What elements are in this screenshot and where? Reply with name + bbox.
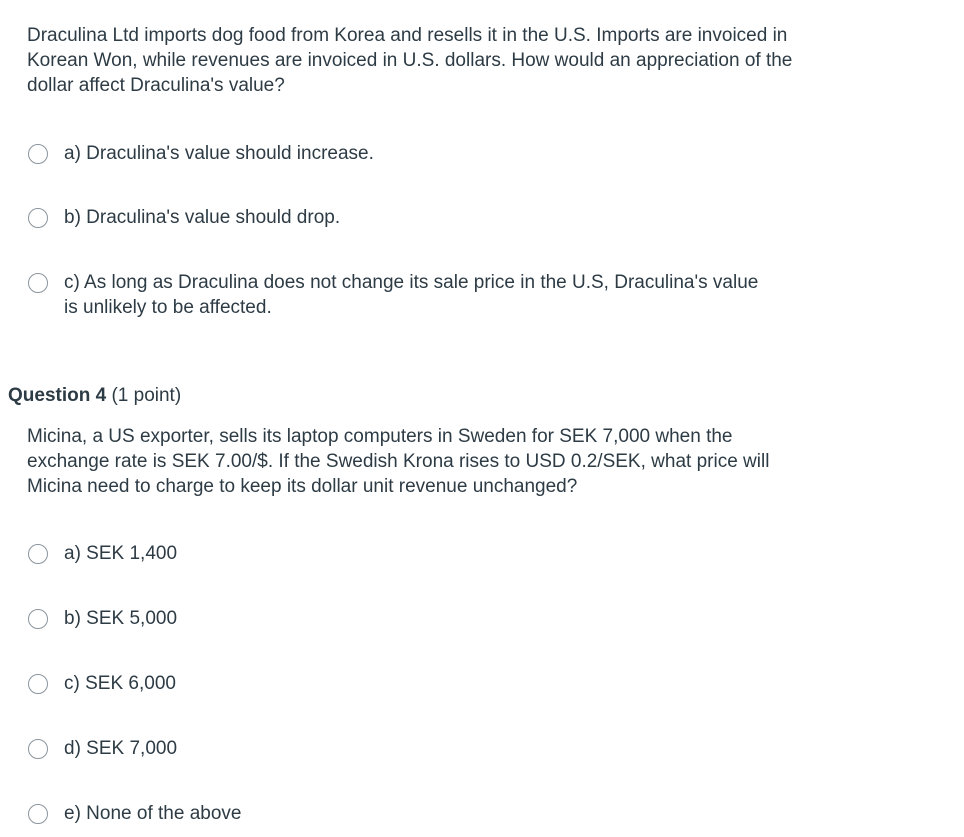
answer-label: b) Draculina's value should drop. bbox=[64, 207, 341, 228]
answer-label: e) None of the above bbox=[64, 803, 242, 824]
answer-label: a) Draculina's value should increase. bbox=[64, 143, 374, 164]
radio-button[interactable] bbox=[28, 144, 48, 164]
question-3-prompt: Draculina Ltd imports dog food from Korea and resells it in the U.S. Imports are invoiced in Korean Won, while revenues are invoiced in U.S. dollars. How would an appreciation of the dollar affect Draculina's value? bbox=[27, 25, 793, 96]
question-title: Question 4 bbox=[8, 385, 107, 406]
radio-button[interactable] bbox=[28, 544, 48, 564]
radio-button[interactable] bbox=[28, 208, 48, 228]
radio-button[interactable] bbox=[28, 804, 48, 824]
answer-label: b) SEK 5,000 bbox=[64, 608, 178, 629]
radio-button[interactable] bbox=[28, 739, 48, 759]
answer-label: c) SEK 6,000 bbox=[64, 673, 176, 694]
question-points: (1 point) bbox=[106, 385, 182, 406]
question-4-header bbox=[8, 383, 181, 408]
radio-button[interactable] bbox=[28, 273, 48, 293]
radio-button[interactable] bbox=[28, 609, 48, 629]
radio-button[interactable] bbox=[28, 674, 48, 694]
question-4-prompt: Micina, a US exporter, sells its laptop computers in Sweden for SEK 7,000 when the exchange rate is SEK 7.00/$. If the Swedish Krona rises to USD 0.2/SEK, what price will Micina need to charge to keep its dollar unit revenue unchanged? bbox=[27, 426, 770, 497]
answer-label: c) As long as Draculina does not change its sale price in the U.S, Draculina's value is unlikely to be affected. bbox=[64, 272, 759, 318]
answer-label: a) SEK 1,400 bbox=[64, 543, 178, 564]
answer-label: d) SEK 7,000 bbox=[64, 738, 178, 759]
